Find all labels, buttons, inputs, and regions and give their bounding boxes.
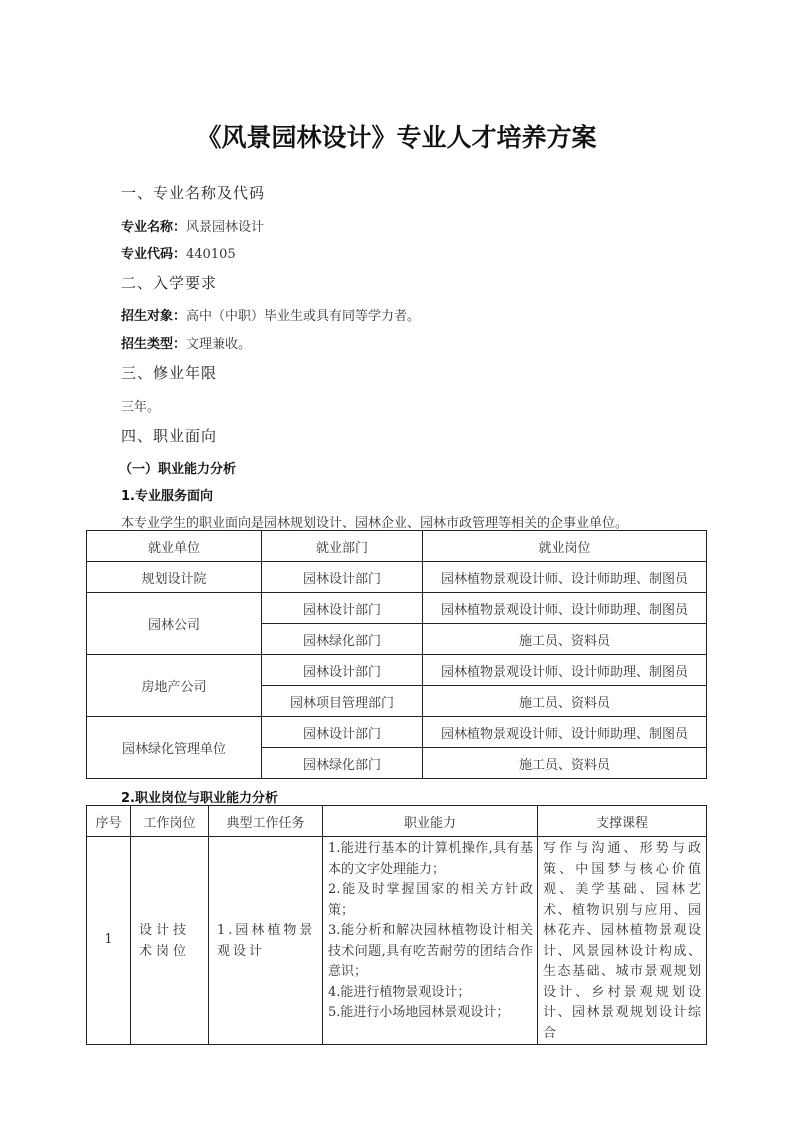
table-row: [87, 717, 707, 748]
subheading-service-orientation: 1.专业服务面向: [121, 489, 213, 504]
post-cell: 施工员、资料员: [423, 624, 707, 655]
service-orientation-text: 本专业学生的职业面向是园林规划设计、园林企业、园林市政管理等相关的企事业单位。: [121, 516, 629, 531]
table-row: [87, 655, 707, 686]
column-header-dept: 就业部门: [262, 531, 423, 562]
column-header-task: 典型工作任务: [209, 806, 323, 837]
employment-table: [86, 530, 707, 779]
table-row: [87, 593, 707, 624]
work-post-cell: 设计技术岗位: [131, 837, 209, 1045]
unit-cell: 规划设计院: [87, 562, 262, 593]
dept-cell: 园林绿化部门: [262, 748, 423, 779]
unit-cell: 房地产公司: [87, 655, 262, 717]
ability-cell: [323, 837, 538, 1045]
admission-type-line: [121, 333, 251, 352]
admission-target-value: 高中（中职）毕业生或具有同等学力者。: [186, 309, 421, 324]
typical-task-cell: 1.园林植物景观设计: [209, 837, 323, 1045]
subheading-post-ability-analysis: 2.职业岗位与职业能力分析: [121, 791, 278, 806]
dept-cell: 园林绿化部门: [262, 624, 423, 655]
supporting-courses-cell: 写作与沟通、形势与政策、中国梦与核心价值观、美学基础、园林艺术、植物识别与应用、园林花卉、园林植物景观设计、风景园林设计构成、生态基础、城市景观规划设计、乡村景观规划设计、园林景观规划设计综合: [538, 837, 707, 1045]
major-code-value: 440105: [186, 247, 236, 262]
dept-cell: 园林设计部门: [262, 593, 423, 624]
unit-cell: 园林绿化管理单位: [87, 717, 262, 779]
row-number-cell: 1: [87, 837, 131, 1045]
column-header-number: 序号: [87, 806, 131, 837]
column-header-post: 工作岗位: [131, 806, 209, 837]
ability-item: 2.能及时掌握国家的相关方针政策；: [328, 882, 533, 918]
section-heading-admission: 二、入学要求: [121, 274, 218, 292]
major-name-line: [121, 216, 264, 235]
section-heading-career: 四、职业面向: [121, 427, 218, 445]
column-header-ability: 职业能力: [323, 806, 538, 837]
admission-type-value: 文理兼收。: [186, 337, 252, 352]
post-cell: 施工员、资料员: [423, 686, 707, 717]
admission-type-label: 招生类型：: [121, 337, 187, 352]
post-cell: 园林植物景观设计师、设计师助理、制图员: [423, 593, 707, 624]
section-heading-major-name-code: 一、专业名称及代码: [121, 184, 266, 202]
major-code-line: [121, 243, 236, 262]
post-ability-table: [86, 805, 707, 1045]
dept-cell: 园林设计部门: [262, 562, 423, 593]
major-name-value: 风景园林设计: [186, 220, 265, 235]
post-cell: 园林植物景观设计师、设计师助理、制图员: [423, 655, 707, 686]
post-cell: 施工员、资料员: [423, 748, 707, 779]
column-header-courses: 支撑课程: [538, 806, 707, 837]
table-row: [87, 562, 707, 593]
column-header-unit: 就业单位: [87, 531, 262, 562]
ability-item: 1.能进行基本的计算机操作,具有基本的文字处理能力；: [328, 841, 533, 877]
subheading-career-ability-analysis: （一）职业能力分析: [119, 462, 237, 477]
table-row: [87, 837, 707, 1045]
duration-value: 三年。: [121, 400, 161, 415]
table-header-row: [87, 531, 707, 562]
ability-item: 4.能进行植物景观设计；: [328, 984, 471, 1000]
table-header-row: [87, 806, 707, 837]
admission-target-line: [121, 305, 420, 324]
ability-item: 3.能分析和解决园林植物设计相关技术问题,具有吃苦耐劳的团结合作意识；: [328, 923, 533, 979]
dept-cell: 园林设计部门: [262, 717, 423, 748]
post-cell: 园林植物景观设计师、设计师助理、制图员: [423, 562, 707, 593]
unit-cell: 园林公司: [87, 593, 262, 655]
post-cell: 园林植物景观设计师、设计师助理、制图员: [423, 717, 707, 748]
ability-item: 5.能进行小场地园林景观设计；: [328, 1005, 510, 1020]
major-name-label: 专业名称：: [121, 220, 187, 235]
section-heading-duration: 三、修业年限: [121, 364, 218, 382]
admission-target-label: 招生对象：: [121, 309, 187, 324]
major-code-label: 专业代码：: [121, 247, 187, 262]
dept-cell: 园林项目管理部门: [262, 686, 423, 717]
dept-cell: 园林设计部门: [262, 655, 423, 686]
column-header-post: 就业岗位: [423, 531, 707, 562]
document-title: 《风景园林设计》专业人才培养方案: [196, 123, 597, 152]
